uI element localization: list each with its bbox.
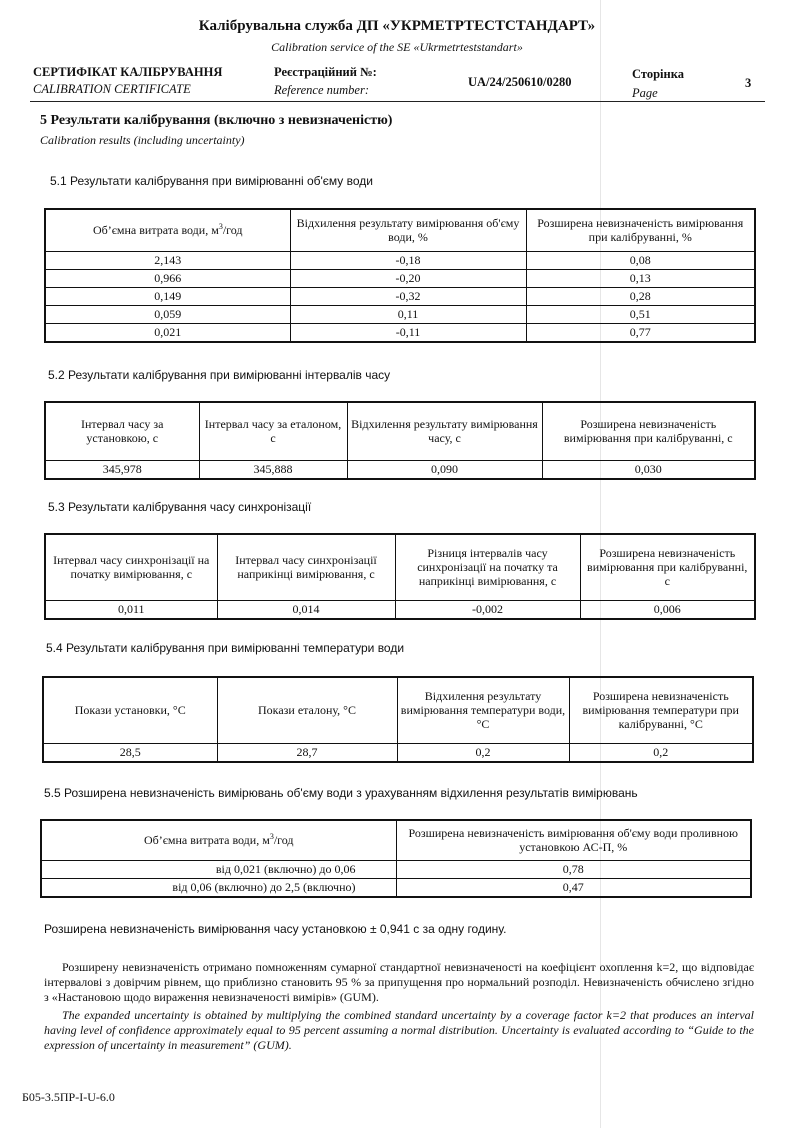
t51-col-uncertainty: Розширена невизначеність вимірювання при калібруванні, % [526, 209, 755, 251]
cell: 0,021 [45, 323, 290, 342]
t53-col-difference: Різниця інтервалів часу синхронізації на початку та наприкінці вимірювання, с [395, 534, 580, 600]
reg-number: UA/24/250610/0280 [468, 75, 572, 89]
cell: -0,002 [395, 600, 580, 619]
heading-5-4: 5.4 Результати калібрування при вимірюванні температури води [46, 641, 405, 655]
cell: 0,059 [45, 305, 290, 323]
cell: 0,47 [396, 878, 751, 897]
table-5-4 [42, 676, 754, 763]
cell: 0,2 [397, 743, 569, 762]
time-uncertainty-note: Розширена невизначеність вимірювання часу установкою ± 0,941 с за одну годину. [44, 922, 507, 936]
table-row [45, 269, 755, 287]
cell: 0,77 [526, 323, 755, 342]
cell: 0,966 [45, 269, 290, 287]
heading-5-3: 5.3 Результати калібрування часу синхронізації [48, 500, 312, 514]
cell: 0,014 [217, 600, 395, 619]
page-label-en: Page [632, 86, 658, 100]
cell: від 0,021 (включно) до 0,06 [41, 860, 396, 878]
t51-col-deviation: Відхилення результату вимірювання об'єму води, % [290, 209, 526, 251]
table-5-2 [44, 401, 756, 480]
t54-col-setup: Покази установки, °С [43, 677, 217, 743]
page-label-ua: Сторінка [632, 67, 684, 81]
cell: -0,32 [290, 287, 526, 305]
cell: -0,11 [290, 323, 526, 342]
cell: 0,13 [526, 269, 755, 287]
uncertainty-paragraph-ua: Розширену невизначеність отримано помноженням сумарної стандартної невизначеності на коефіцієнт охоплення k=2, що відповідає інтервалові з довірчим рівнем, що приблизно становить 95 % за припущення про нормальний розподіл. Невизначеність обчислено згідно з «Настановою щодо вираження невизначеності вимірів» (GUM). [44, 960, 754, 1004]
table-row [45, 305, 755, 323]
cert-label-en: CALIBRATION CERTIFICATE [33, 82, 191, 96]
cell: -0,20 [290, 269, 526, 287]
table-row [43, 743, 753, 762]
t54-col-uncertainty: Розширена невизначеність вимірювання температури при калібруванні, °С [569, 677, 753, 743]
t52-col-standard: Інтервал часу за еталоном, с [199, 402, 347, 460]
cell: 0,006 [580, 600, 755, 619]
t54-col-deviation: Відхилення результату вимірювання температури води, °С [397, 677, 569, 743]
table-5-5 [40, 819, 752, 898]
cell: 0,28 [526, 287, 755, 305]
table-5-3 [44, 533, 756, 620]
cell: -0,18 [290, 251, 526, 269]
cell: 0,149 [45, 287, 290, 305]
cell: 0,090 [347, 460, 542, 479]
cell: 28,5 [43, 743, 217, 762]
reg-label-ua: Реєстраційний №: [274, 65, 377, 79]
table-row [41, 860, 751, 878]
cell: 0,11 [290, 305, 526, 323]
t51-col-flow: Об’ємна витрата води, $м^3$/год [45, 209, 290, 251]
section-title: 5 Результати калібрування (включно з невизначеністю) [40, 113, 393, 128]
t52-col-setup: Інтервал часу за установкою, с [45, 402, 199, 460]
cell: 0,2 [569, 743, 753, 762]
service-subtitle: Calibration service of the SE «Ukrmetrteststandart» [271, 40, 523, 54]
t54-col-standard: Покази еталону, °С [217, 677, 397, 743]
t55-col-flow: Об’ємна витрата води, $м^3$/год [41, 820, 396, 860]
cell: 0,08 [526, 251, 755, 269]
heading-5-2: 5.2 Результати калібрування при вимірюванні інтервалів часу [48, 368, 391, 382]
document-code: Б05-3.5ПР-І-U-6.0 [22, 1090, 115, 1104]
cell: 0,78 [396, 860, 751, 878]
cert-label-ua: СЕРТИФІКАТ КАЛІБРУВАННЯ [33, 65, 223, 79]
t52-col-uncertainty: Розширена невизначеність вимірювання при калібруванні, с [542, 402, 755, 460]
table-row [41, 878, 751, 897]
page-number: 3 [745, 76, 752, 90]
header-divider [30, 101, 765, 102]
cell: 0,51 [526, 305, 755, 323]
table-row [45, 460, 755, 479]
table-5-1 [44, 208, 756, 343]
table-row [45, 600, 755, 619]
t52-col-deviation: Відхилення результату вимірювання часу, с [347, 402, 542, 460]
table-row [45, 251, 755, 269]
cell: 2,143 [45, 251, 290, 269]
heading-5-5: 5.5 Розширена невизначеність вимірювань об'єму води з урахуванням відхилення результатів вимірювань [44, 786, 638, 800]
cell: 345,888 [199, 460, 347, 479]
table-row [45, 287, 755, 305]
cell: 345,978 [45, 460, 199, 479]
cell: 0,030 [542, 460, 755, 479]
t53-col-uncertainty: Розширена невизначеність вимірювання при калібруванні, с [580, 534, 755, 600]
t53-col-start: Інтервал часу синхронізації на початку вимірювання, с [45, 534, 217, 600]
cell: 0,011 [45, 600, 217, 619]
reg-label-en: Reference number: [274, 83, 369, 97]
t53-col-end: Інтервал часу синхронізації наприкінці вимірювання, с [217, 534, 395, 600]
service-title: Калібрувальна служба ДП «УКРМЕТРТЕСТСТАНДАРТ» [198, 18, 596, 34]
table-row [45, 323, 755, 342]
section-subtitle: Calibration results (including uncertainty) [40, 133, 245, 147]
heading-5-1: 5.1 Результати калібрування при вимірюванні об'єму води [50, 174, 373, 188]
cell: від 0,06 (включно) до 2,5 (включно) [41, 878, 396, 897]
cell: 28,7 [217, 743, 397, 762]
uncertainty-paragraph-en: The expanded uncertainty is obtained by multiplying the combined standard uncertainty by a coverage factor k=2 that produces an interval having level of confidence approximately equal to 95 percent assuming a normal distribution. Uncertainty is evaluated according to “Guide to the expression of uncertainty in measurement” (GUM). [44, 1008, 754, 1052]
t55-col-uncertainty: Розширена невизначеність вимірювання об'єму води проливною установкою АС-П, % [396, 820, 751, 860]
